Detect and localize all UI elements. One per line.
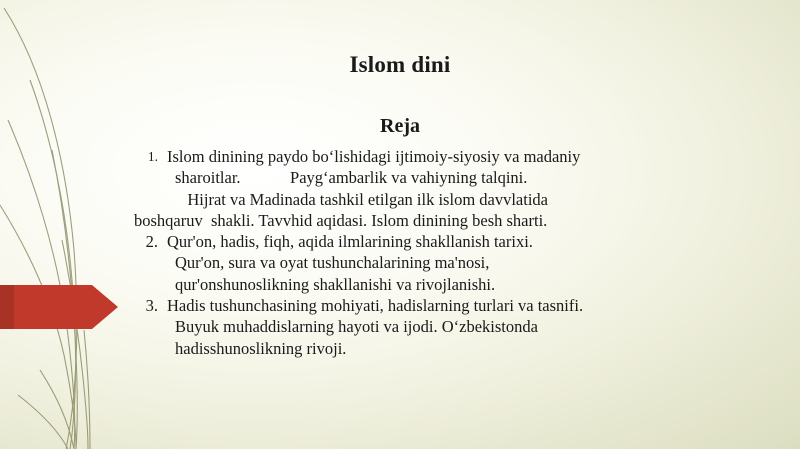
list-item-number: 2. (145, 232, 158, 252)
agenda-list (134, 146, 740, 359)
list-item-line: Qur'on, hadis, fiqh, aqida ilmlarining shakllanish tarixi. (167, 232, 533, 252)
list-item-line: Hadis tushunchasining mohiyati, hadislarning turlari va tasnifi. (167, 295, 584, 315)
list-item-line: Hijrat va Madinada tashkil etilgan ilk islom davvlatida (175, 189, 548, 209)
list-item (134, 146, 740, 231)
page-title: Islom dini (349, 52, 451, 77)
section-heading: Reja (380, 115, 420, 137)
list-item-line: qur'onshunoslikning shakllanishi va rivojlanishi. (175, 274, 496, 294)
list-item-line: hadisshunoslikning rivoji. (175, 338, 347, 358)
list-item-line: boshqaruv shakli. Tavvhid aqidasi. Islom dinining besh sharti. (134, 210, 548, 230)
list-item-line: Islom dinining paydo bo‘lishidagi ijtimoiy-siyosiy va madaniy (167, 147, 581, 166)
list-item-line: sharoitlar. Payg‘ambarlik va vahiyning talqini. (175, 168, 528, 188)
list-item-line: Buyuk muhaddislarning hayoti va ijodi. O‘zbekistonda (175, 317, 538, 337)
list-item (140, 231, 740, 295)
list-item-number: 3. (145, 295, 158, 315)
list-item-line: Qur'on, sura va oyat tushunchalarining ma'nosi, (175, 253, 490, 273)
list-item-number: 1. (147, 149, 158, 164)
list-item (140, 295, 740, 359)
